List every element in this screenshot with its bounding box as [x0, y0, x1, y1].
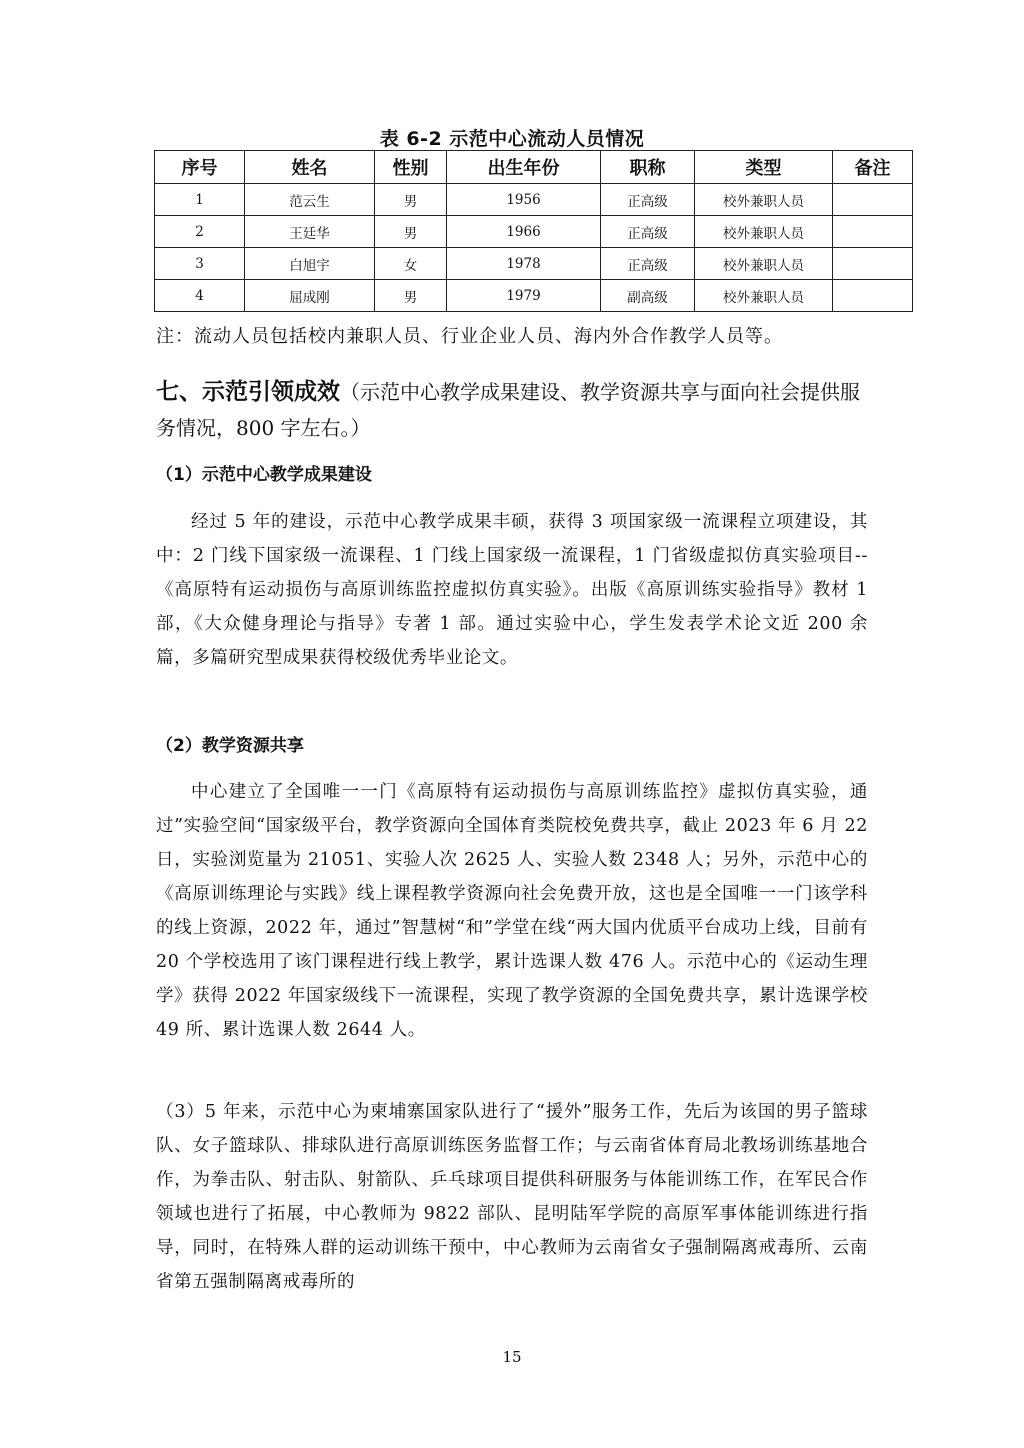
- cell-name: 王廷华: [245, 216, 375, 248]
- table-caption: 表 6-2 示范中心流动人员情况: [379, 128, 645, 150]
- paragraph-services: （3）5 年来，示范中心为柬埔寨国家队进行了“援外”服务工作，先后为该国的男子篮球队、女子篮球队、排球队进行高原训练医务监督工作；与云南省体育局北教场训练基地合作，为拳击队、射击队、射箭队、乒乓球项目提供科研服务与体能训练工作，在军民合作领域也进行了拓展，中心教师为 9822 部队、昆明陆军学院的高原军事体能训练进行指导，同时，在特殊人群的运动训练干预中，中心教师为云南省女子强制隔离戒毒所、云南省第五强制隔离戒毒所的: [156, 1102, 868, 1292]
- cell-remarks: [833, 248, 913, 280]
- table-row: [155, 280, 913, 312]
- cell-gender: 女: [375, 248, 447, 280]
- header-title: 职称: [601, 151, 695, 184]
- cell-index: 1: [155, 184, 245, 216]
- subsection-heading-resource-sharing: （2）教学资源共享: [156, 736, 304, 756]
- cell-remarks: [833, 184, 913, 216]
- cell-remarks: [833, 280, 913, 312]
- cell-gender: 男: [375, 216, 447, 248]
- cell-type: 校外兼职人员: [695, 280, 833, 312]
- header-remarks: 备注: [833, 151, 913, 184]
- cell-index: 3: [155, 248, 245, 280]
- section-title: [156, 374, 876, 446]
- section-title-description: （示范中心教学成果建设、教学资源共享与面向社会提供服务情况，800 字左右。）: [156, 380, 860, 440]
- cell-title: 正高级: [601, 184, 695, 216]
- cell-title: 正高级: [601, 216, 695, 248]
- header-name: 姓名: [245, 151, 375, 184]
- paragraph-resource-sharing: 中心建立了全国唯一一门《高原特有运动损伤与高原训练监控》虚拟仿真实验，通过”实验空间“国家级平台，教学资源向全国体育类院校免费共享，截止 2023 年 6 月 22 日，实验浏览量为 21051、实验人次 2625 人、实验人数 2348 人；另外，示范中心的《高原训练理论与实践》线上课程教学资源向社会免费开放，这也是全国唯一一门该学科的线上资源，2022 年，通过”智慧树“和”学堂在线“两大国内优质平台成功上线，目前有 20 个学校选用了该门课程进行线上教学，累计选课人数 476 人。示范中心的《运动生理学》获得 2022 年国家级线下一流课程，实现了教学资源的全国免费共享，累计选课学校 49 所、累计选课人数 2644 人。: [156, 782, 868, 1040]
- cell-birth-year: 1978: [447, 248, 601, 280]
- cell-type: 校外兼职人员: [695, 216, 833, 248]
- cell-remarks: [833, 216, 913, 248]
- cell-index: 2: [155, 216, 245, 248]
- paragraph-achievements: 经过 5 年的建设，示范中心教学成果丰硕，获得 3 项国家级一流课程立项建设，其中：2 门线下国家级一流课程、1 门线上国家级一流课程，1 门省级虚拟仿真实验项目--《高原特有运动损伤与高原训练监控虚拟仿真实验》。出版《高原训练实验指导》教材 1 部，《大众健身理论与指导》专著 1 部。通过实验中心，学生发表学术论文近 200 余篇，多篇研究型成果获得校级优秀毕业论文。: [156, 512, 868, 668]
- cell-type: 校外兼职人员: [695, 248, 833, 280]
- subsection-heading-achievements: （1）示范中心教学成果建设: [156, 465, 372, 485]
- table-row: [155, 248, 913, 280]
- staff-table: [154, 150, 913, 312]
- cell-name: 范云生: [245, 184, 375, 216]
- table-note: 注：流动人员包括校内兼职人员、行业企业人员、海内外合作教学人员等。: [156, 326, 783, 347]
- cell-birth-year: 1966: [447, 216, 601, 248]
- table-header-row: [155, 151, 913, 184]
- header-type: 类型: [695, 151, 833, 184]
- cell-gender: 男: [375, 280, 447, 312]
- section-title-main: 七、示范引领成效: [156, 379, 340, 405]
- cell-birth-year: 1979: [447, 280, 601, 312]
- header-birth-year: 出生年份: [447, 151, 601, 184]
- cell-title: 正高级: [601, 248, 695, 280]
- header-index: 序号: [155, 151, 245, 184]
- cell-index: 4: [155, 280, 245, 312]
- cell-gender: 男: [375, 184, 447, 216]
- table-row: [155, 184, 913, 216]
- cell-type: 校外兼职人员: [695, 184, 833, 216]
- cell-name: 屈成刚: [245, 280, 375, 312]
- cell-name: 白旭宇: [245, 248, 375, 280]
- table-row: [155, 216, 913, 248]
- cell-title: 副高级: [601, 280, 695, 312]
- cell-birth-year: 1956: [447, 184, 601, 216]
- page-number: 15: [502, 1348, 522, 1366]
- header-gender: 性别: [375, 151, 447, 184]
